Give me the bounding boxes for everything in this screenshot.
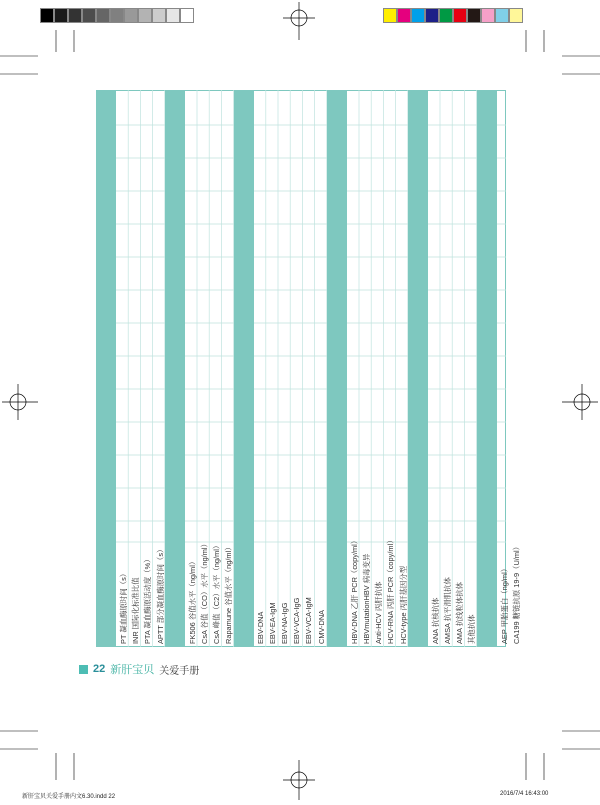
table-row <box>302 90 314 647</box>
table-row <box>396 90 408 647</box>
lab-record-table <box>96 90 521 647</box>
table-row <box>254 90 266 647</box>
row-label: CMV-DNA <box>316 609 326 644</box>
table-row <box>278 90 290 647</box>
gray-swatch-8 <box>152 8 166 23</box>
gray-swatch-1 <box>54 8 68 23</box>
row-label: EBV-VCA-IgG <box>292 597 302 644</box>
row-label: ANA 抗核抗体 <box>430 597 440 644</box>
row-label: 其他抗体 <box>467 614 477 644</box>
color-swatch-1 <box>397 8 411 23</box>
color-swatch-3 <box>425 8 439 23</box>
row-label: CsA 峰值（C2）水平（ng/ml） <box>212 541 222 644</box>
row-label: PTA 凝血酶原活动度（%） <box>143 555 153 644</box>
color-swatch-0 <box>383 8 397 23</box>
table-row <box>209 90 221 647</box>
row-label: EBV-VCA-IgM <box>304 597 314 644</box>
row-label: CsA 谷值（CO）水平（ng/ml） <box>200 540 210 644</box>
row-label: AEP 甲胎蛋白（ng/ml） <box>499 564 509 644</box>
gray-swatch-6 <box>124 8 138 23</box>
row-label: CA199 糖链抗原 19-9（U/ml） <box>511 542 521 644</box>
color-swatch-9 <box>509 8 523 23</box>
section-band-tumor-markers <box>477 90 497 647</box>
table-row <box>371 90 383 647</box>
row-label: Anti-HCV 丙肝抗体 <box>374 581 384 644</box>
footer-title: 关爱手册 <box>159 665 200 677</box>
row-label: APTT 部分凝血酶原时间（s） <box>155 545 165 644</box>
table-row <box>197 90 209 647</box>
row-label: Rapamune 谷值水平（ng/ml） <box>224 543 234 644</box>
gray-swatch-9 <box>166 8 180 23</box>
table-row <box>497 90 509 647</box>
table-row <box>185 90 197 647</box>
table-row <box>140 90 152 647</box>
brand-logo: 新肝宝贝 <box>110 663 155 676</box>
row-label: PT 凝血酶原时间（s） <box>119 569 129 644</box>
section-band-coagulation <box>96 90 116 647</box>
table-row <box>452 90 464 647</box>
row-label: HCV-type 丙肝基因分型 <box>398 565 408 644</box>
gray-swatch-5 <box>110 8 124 23</box>
row-label: HCV-RNA 丙肝 PCR（copy/ml） <box>386 536 396 644</box>
slug-timestamp: 2016/7/4 16:43:00 <box>500 791 549 797</box>
section-band-autoantibodies <box>408 90 428 647</box>
row-label: EBV-NA-IgG <box>280 602 290 644</box>
table-row <box>315 90 327 647</box>
row-label: EBV-EA-IgM <box>267 602 277 644</box>
gray-swatch-2 <box>68 8 82 23</box>
gray-swatch-bar <box>40 8 194 23</box>
slug-filename: 新肝宝贝关爱手册内文6.30.indd 22 <box>22 794 116 800</box>
color-swatch-4 <box>439 8 453 23</box>
table-row <box>290 90 302 647</box>
section-band-drug-levels <box>165 90 185 647</box>
color-swatch-8 <box>495 8 509 23</box>
table-row <box>347 90 359 647</box>
color-swatch-2 <box>411 8 425 23</box>
table-row <box>153 90 165 647</box>
gray-swatch-4 <box>96 8 110 23</box>
color-swatch-6 <box>467 8 481 23</box>
gray-swatch-3 <box>82 8 96 23</box>
page-footer <box>79 661 199 677</box>
table-row <box>464 90 476 647</box>
row-label: AMA 抗线粒体抗体 <box>455 581 465 644</box>
row-label: FK506 谷值水平（ng/ml） <box>187 557 197 644</box>
row-label: EBV-DNA <box>255 611 265 644</box>
table-row <box>359 90 371 647</box>
gray-swatch-7 <box>138 8 152 23</box>
gray-swatch-0 <box>40 8 54 23</box>
table-row <box>440 90 452 647</box>
table-row <box>266 90 278 647</box>
table-row <box>383 90 395 647</box>
gray-swatch-10 <box>180 8 194 23</box>
row-label: HBV-DNA 乙肝 PCR（copy/ml） <box>349 536 359 644</box>
row-label: HBVmutationHBV 病毒变异 <box>362 553 372 644</box>
footer-square-icon <box>79 665 88 674</box>
table-row <box>509 90 521 647</box>
color-swatch-5 <box>453 8 467 23</box>
table-row <box>221 90 233 647</box>
section-band-hepatitis <box>327 90 347 647</box>
color-swatch-bar <box>383 8 523 23</box>
table-row <box>128 90 140 647</box>
row-label: INR 国际化标准比值 <box>131 577 141 644</box>
table-row <box>116 90 128 647</box>
page-number: 22 <box>93 663 106 675</box>
color-swatch-7 <box>481 8 495 23</box>
table-row <box>428 90 440 647</box>
section-band-ebv-cmv <box>234 90 254 647</box>
row-label: AMSA 抗平滑肌抗体 <box>443 577 453 644</box>
